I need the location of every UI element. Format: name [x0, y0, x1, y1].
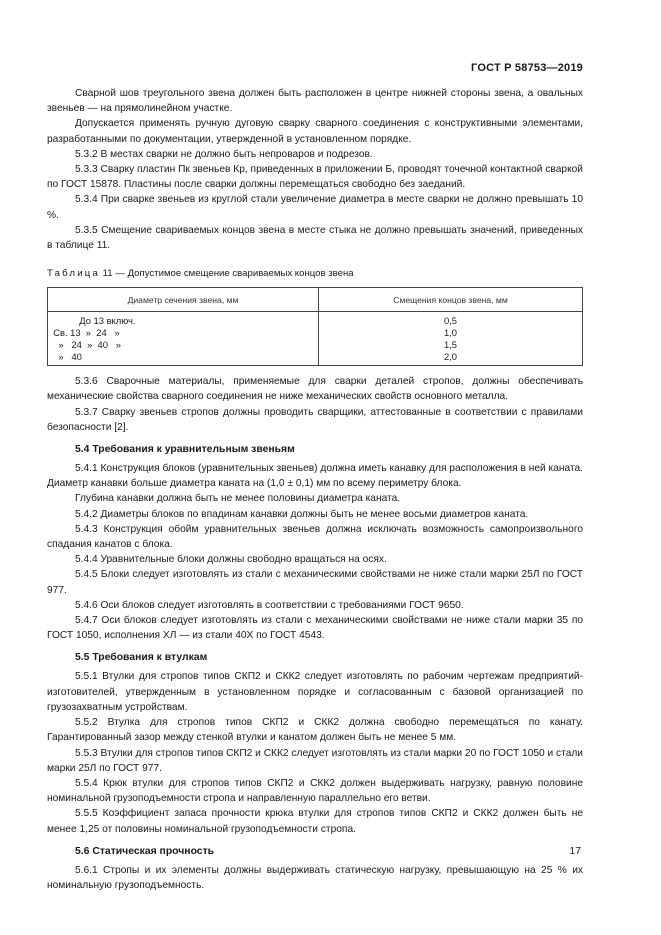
- paragraph: 5.6.1 Стропы и их элементы должны выдерживать статическую нагрузку, превышающую на 25 % их номинальную грузоподъемность.: [47, 864, 583, 891]
- paragraph: 5.3.6 Сварочные материалы, применяемые для сварки деталей стропов, должны обеспечивать механические свойства сварного соединения не ниже механических свойств основного металла.: [47, 376, 583, 403]
- table-row: [48, 312, 583, 328]
- column-header-diameter: Диаметр сечения звена, мм: [48, 288, 319, 312]
- paragraph: 5.5.5 Коэффициент запаса прочности крюка втулки для стропов типов СКП2 и СКК2 должен быть не менее 1,25 от половины номинальной грузоподъемности стропа.: [47, 808, 583, 835]
- paragraph: 5.4.4 Уравнительные блоки должны свободно вращаться на осях.: [75, 554, 387, 566]
- diameter-cell: Св. 13 » 24 »: [48, 327, 319, 339]
- offset-cell: 0,5: [319, 312, 583, 328]
- paragraph: 5.3.4 При сварке звеньев из круглой стали увеличение диаметра в месте сварки не должно превышать 10 %.: [47, 194, 583, 221]
- table-caption: [47, 268, 583, 279]
- paragraph: 5.3.3 Сварку пластин Пк звеньев Кр, приведенных в приложении Б, проводят точечной контактной сваркой по ГОСТ 15878. Пластины после сварки должны перемещаться свободно без заеданий.: [47, 164, 583, 191]
- table-caption-prefix: Таблица: [47, 268, 101, 280]
- paragraph: 5.3.5 Смещение свариваемых концов звена в месте стыка не должно превышать значений, приведенных в таблице 11.: [47, 224, 583, 252]
- paragraph: 5.4.7 Оси блоков следует изготовлять из стали с механическими свойствами не ниже стали марки 35 по ГОСТ 1050, исполнения ХЛ — из стали 40Х по ГОСТ 4543.: [47, 615, 583, 642]
- paragraph: 5.4.1 Конструкция блоков (уравнительных звеньев) должна иметь канавку для расположения в ней каната. Диаметр канавки больше диаметра каната на (1,0 ± 0,1) мм по всему периметру блока.: [47, 463, 583, 490]
- paragraph: 5.5.1 Втулки для стропов типов СКП2 и СКК2 следует изготовлять по рабочим чертежам предприятий-изготовителей, утвержденным в установленном порядке и согласованным с базовой организацией по грузозахватным устройствам.: [47, 671, 583, 713]
- paragraph: 5.5.3 Втулки для стропов типов СКП2 и СКК2 следует изготовлять из стали марки 20 по ГОСТ 1050 и стали марки 25Л по ГОСТ 977.: [47, 747, 583, 774]
- paragraph: 5.4.6 Оси блоков следует изготовлять в соответствии с требованиями ГОСТ 9650.: [75, 599, 464, 611]
- section-heading: 5.5 Требования к втулкам: [75, 652, 208, 664]
- offset-cell: 1,5: [319, 339, 583, 351]
- column-header-offset: Смещения концов звена, мм: [319, 288, 583, 312]
- paragraph: 5.4.3 Конструкция обойм уравнительных звеньев должна исключать возможность самопроизвольного спадания канатов с блока.: [47, 523, 583, 551]
- offset-table: [47, 287, 583, 366]
- paragraph: Сварной шов треугольного звена должен быть расположен в центре нижней стороны звена, а овальных звеньев — на прямолинейном участке.: [47, 88, 583, 115]
- diameter-cell: » 40: [48, 351, 319, 366]
- paragraph: 5.5.2 Втулка для стропов типов СКП2 и СКК2 должна свободно перемещаться по канату. Гарантированный зазор между стенкой втулки и канатом должен быть не менее 5 мм.: [47, 717, 583, 744]
- paragraph: 5.5.4 Крюк втулки для стропов типов СКП2 и СКК2 должен выдерживать нагрузку, равную половине номинальной грузоподъемности стропа и направленную параллельно его ветви.: [47, 777, 583, 805]
- section-heading: 5.4 Требования к уравнительным звеньям: [75, 444, 295, 456]
- diameter-cell: » 24 » 40 »: [48, 339, 319, 351]
- table-row: [48, 327, 583, 339]
- paragraph: 5.3.2 В местах сварки не должно быть непроваров и подрезов.: [75, 148, 373, 160]
- section-heading: 5.6 Статическая прочность: [75, 845, 215, 857]
- standard-header: ГОСТ Р 58753—2019: [471, 62, 583, 74]
- paragraph: 5.3.7 Сварку звеньев стропов должны проводить сварщики, аттестованные в соответствии с правилами безопасности [2].: [47, 406, 583, 433]
- paragraph: Глубина канавки должна быть не менее половины диаметра каната.: [75, 493, 401, 505]
- offset-cell: 1,0: [319, 327, 583, 339]
- page-number: 17: [569, 846, 581, 857]
- diameter-cell: До 13 включ.: [48, 312, 319, 328]
- table-row: [48, 339, 583, 351]
- offset-cell: 2,0: [319, 351, 583, 366]
- page-content: [47, 86, 583, 893]
- table-row: [48, 351, 583, 366]
- table-caption-text: 11 — Допустимое смещение свариваемых концов звена: [100, 268, 354, 280]
- paragraph: Допускается применять ручную дуговую сварку сварного соединения с конструктивными элементами, разработанными по документации, утвержденной в установленном порядке.: [47, 118, 583, 145]
- paragraph: 5.4.5 Блоки следует изготовлять из стали с механическими свойствами не ниже стали марки 25Л по ГОСТ 977.: [47, 569, 583, 596]
- paragraph: 5.4.2 Диаметры блоков по впадинам канавки должны быть не менее восьми диаметров каната.: [75, 508, 529, 520]
